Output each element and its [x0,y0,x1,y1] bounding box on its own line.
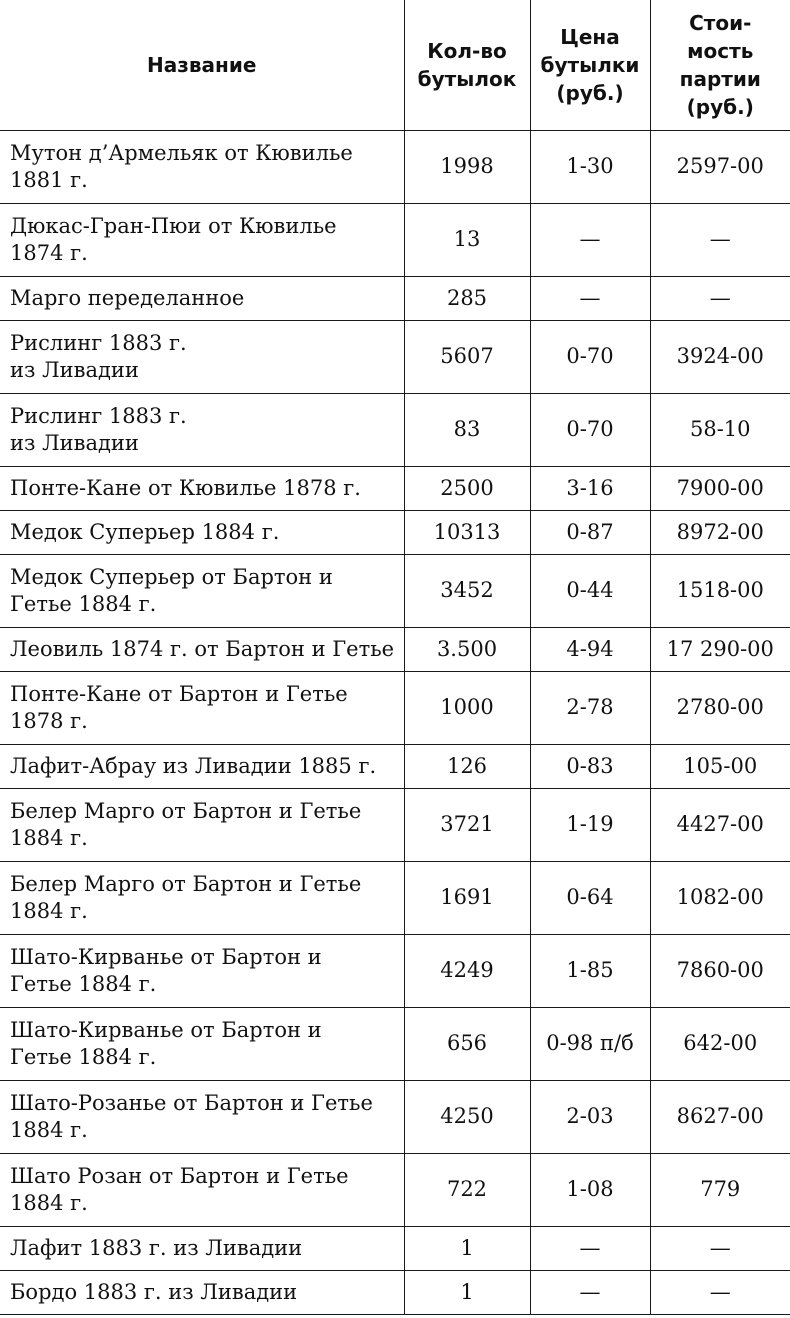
table-row [0,744,790,788]
table-row [0,393,790,466]
table-row [0,1270,790,1314]
row-cost-cell: 4427-00 [650,788,790,861]
row-qty-cell: 1691 [404,861,530,934]
row-name-cell: Рислинг 1883 г. из Ливадии [0,393,404,466]
row-price-cell: 0-87 [530,510,650,554]
row-price-cell: 0-70 [530,393,650,466]
row-cost-cell: 58-10 [650,393,790,466]
row-cost-cell: — [650,203,790,276]
row-qty-cell: 3721 [404,788,530,861]
row-price-cell: — [530,203,650,276]
row-price-cell: — [530,1270,650,1314]
table-row [0,627,790,671]
row-qty-cell: 656 [404,1007,530,1080]
header-name: Название [0,0,404,130]
row-qty-cell: 83 [404,393,530,466]
row-qty-cell: 3.500 [404,627,530,671]
table-row [0,671,790,744]
row-cost-cell: 7860-00 [650,934,790,1007]
row-cost-cell: — [650,1270,790,1314]
row-cost-cell: 17 290-00 [650,627,790,671]
row-cost-cell: 2597-00 [650,130,790,203]
row-cost-cell: — [650,1226,790,1270]
row-price-cell: 3-16 [530,466,650,510]
row-cost-cell: 642-00 [650,1007,790,1080]
table-body [0,130,790,1314]
row-qty-cell: 722 [404,1153,530,1226]
row-name-cell: Рислинг 1883 г. из Ливадии [0,320,404,393]
table-row [0,1226,790,1270]
row-name-cell: Бордо 1883 г. из Ливадии [0,1270,404,1314]
row-name-cell: Понте-Кане от Кювилье 1878 г. [0,466,404,510]
table-row [0,1080,790,1153]
row-cost-cell: 1518-00 [650,554,790,627]
header-qty: Кол-во бутылок [404,0,530,130]
row-price-cell: — [530,276,650,320]
row-qty-cell: 1 [404,1226,530,1270]
row-qty-cell: 1998 [404,130,530,203]
row-price-cell: 4-94 [530,627,650,671]
row-cost-cell: 105-00 [650,744,790,788]
row-price-cell: 0-64 [530,861,650,934]
row-price-cell: 2-78 [530,671,650,744]
table-row [0,861,790,934]
table-row [0,788,790,861]
row-name-cell: Лафит-Абрау из Ливадии 1885 г. [0,744,404,788]
table-row [0,276,790,320]
row-cost-cell: 7900-00 [650,466,790,510]
row-price-cell: 1-85 [530,934,650,1007]
row-name-cell: Лафит 1883 г. из Ливадии [0,1226,404,1270]
table-row [0,934,790,1007]
row-price-cell: 2-03 [530,1080,650,1153]
header-price: Цена бутылки (руб.) [530,0,650,130]
row-qty-cell: 285 [404,276,530,320]
row-qty-cell: 13 [404,203,530,276]
row-price-cell: 1-19 [530,788,650,861]
row-qty-cell: 3452 [404,554,530,627]
row-name-cell: Дюкас-Гран-Пюи от Кювилье 1874 г. [0,203,404,276]
table-row [0,1007,790,1080]
row-cost-cell: — [650,276,790,320]
table-row [0,466,790,510]
table-row [0,203,790,276]
row-price-cell: 1-08 [530,1153,650,1226]
table-row [0,130,790,203]
table-row [0,320,790,393]
table-row [0,554,790,627]
row-cost-cell: 1082-00 [650,861,790,934]
row-name-cell: Понте-Кане от Бартон и Гетье 1878 г. [0,671,404,744]
row-name-cell: Шато Розан от Бартон и Гетье 1884 г. [0,1153,404,1226]
row-qty-cell: 4249 [404,934,530,1007]
row-price-cell: 1-30 [530,130,650,203]
row-name-cell: Медок Суперьер 1884 г. [0,510,404,554]
row-name-cell: Леовиль 1874 г. от Бартон и Гетье [0,627,404,671]
row-name-cell: Шато-Розанье от Бартон и Гетье 1884 г. [0,1080,404,1153]
table-row [0,1153,790,1226]
row-name-cell: Шато-Кирванье от Бартон и Гетье 1884 г. [0,1007,404,1080]
row-name-cell: Белер Марго от Бартон и Гетье 1884 г. [0,788,404,861]
row-name-cell: Шато-Кирванье от Бартон и Гетье 1884 г. [0,934,404,1007]
row-qty-cell: 2500 [404,466,530,510]
table-row [0,510,790,554]
row-qty-cell: 126 [404,744,530,788]
row-cost-cell: 8972-00 [650,510,790,554]
row-qty-cell: 1000 [404,671,530,744]
row-cost-cell: 2780-00 [650,671,790,744]
row-qty-cell: 5607 [404,320,530,393]
row-cost-cell: 779 [650,1153,790,1226]
row-qty-cell: 1 [404,1270,530,1314]
header-cost: Стои- мость партии (руб.) [650,0,790,130]
row-price-cell: 0-44 [530,554,650,627]
row-price-cell: 0-98 п/б [530,1007,650,1080]
row-name-cell: Белер Марго от Бартон и Гетье 1884 г. [0,861,404,934]
row-name-cell: Мутон д’Армельяк от Кювилье 1881 г. [0,130,404,203]
row-name-cell: Марго переделанное [0,276,404,320]
row-name-cell: Медок Суперьер от Бартон и Гетье 1884 г. [0,554,404,627]
row-qty-cell: 10313 [404,510,530,554]
header-row [0,0,790,130]
row-price-cell: — [530,1226,650,1270]
row-price-cell: 0-70 [530,320,650,393]
row-cost-cell: 8627-00 [650,1080,790,1153]
row-qty-cell: 4250 [404,1080,530,1153]
row-cost-cell: 3924-00 [650,320,790,393]
row-price-cell: 0-83 [530,744,650,788]
